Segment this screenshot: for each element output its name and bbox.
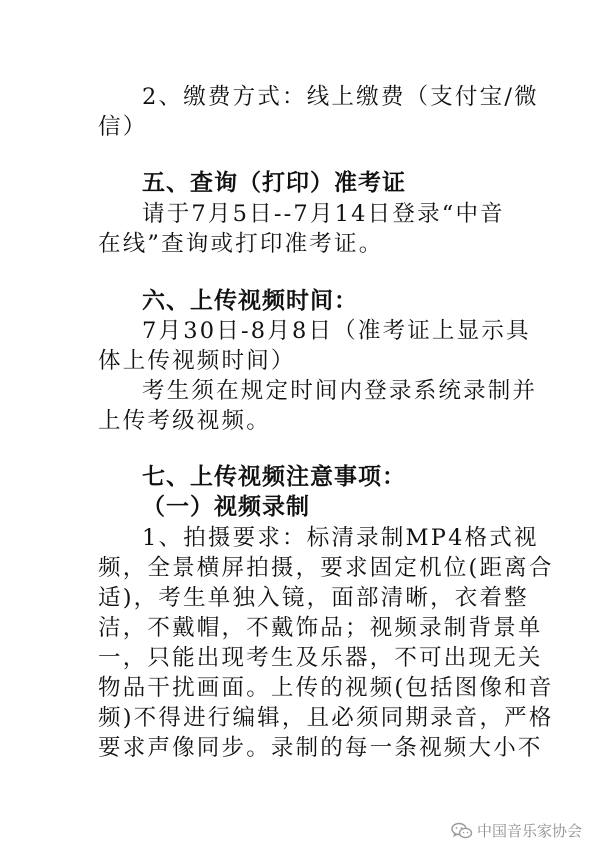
payment-method-continued: 信） — [98, 114, 148, 140]
recording-requirements-line-8: 要求声像同步。录制的每一条视频大小不 — [98, 735, 543, 761]
subsection-video-recording: （一）视频录制 — [142, 494, 310, 520]
wechat-icon — [451, 822, 473, 840]
section-6-heading: 六、上传视频时间： — [142, 288, 358, 314]
section-7-heading: 七、上传视频注意事项： — [142, 464, 406, 490]
section-6-note: 考生须在规定时间内登录系统录制并 — [142, 378, 538, 404]
section-6-dates: 7月30日-8月8日（准考证上显示具 — [142, 318, 531, 344]
section-5-heading: 五、查询（打印）准考证 — [142, 170, 406, 196]
watermark — [451, 820, 582, 841]
section-5-text: 请于7月5日--7月14日登录“中音 — [142, 201, 505, 227]
watermark-text: 中国音乐家协会 — [476, 822, 582, 840]
section-6-note-continued: 上传考级视频。 — [98, 408, 271, 434]
recording-requirements-line-6: 物品干扰画面。上传的视频(包括图像和音 — [98, 675, 554, 701]
recording-requirements-line-3: 适)，考生单独入镜，面部清晰，衣着整 — [98, 585, 529, 611]
recording-requirements-line-5: 一，只能出现考生及乐器，不可出现无关 — [98, 645, 543, 671]
recording-requirements-line-4: 洁，不戴帽，不戴饰品；视频录制背景单 — [98, 615, 543, 641]
recording-requirements-line-1: 1、拍摄要求：标清录制MP4格式视 — [142, 525, 539, 551]
recording-requirements-line-7: 频)不得进行编辑，且必须同期录音，严格 — [98, 705, 554, 731]
section-5-text-continued: 在线”查询或打印准考证。 — [98, 231, 384, 257]
payment-method-line: 2、缴费方式：线上缴费（支付宝/微 — [142, 84, 539, 110]
section-6-dates-continued: 体上传视频时间） — [98, 348, 296, 374]
recording-requirements-line-2: 频，全景横屏拍摄，要求固定机位(距离合 — [98, 555, 554, 581]
